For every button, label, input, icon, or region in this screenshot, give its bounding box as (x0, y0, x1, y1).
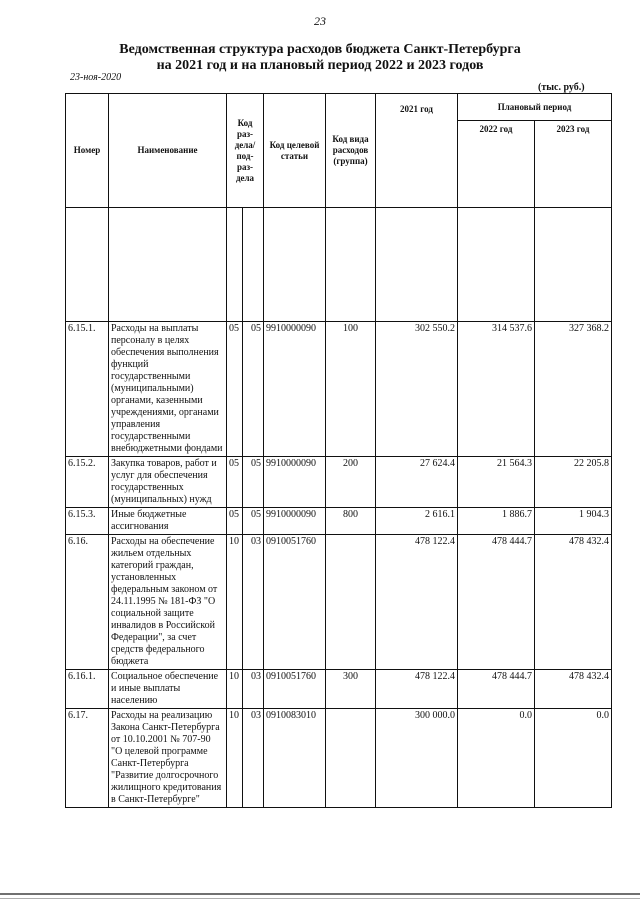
row-target: 0910051760 (264, 535, 326, 670)
row-name: Социальное обеспечение и иные выплаты населению (109, 670, 227, 709)
row-2023: 1 904.3 (535, 508, 612, 535)
header-number: Номер (66, 94, 109, 208)
row-2023: 0.0 (535, 709, 612, 808)
row-subsection: 03 (243, 709, 264, 808)
header-target: Код целевой статьи (264, 94, 326, 208)
row-group (326, 535, 376, 670)
row-number: 6.15.1. (66, 322, 109, 457)
row-target: 9910000090 (264, 508, 326, 535)
row-subsection: 05 (243, 457, 264, 508)
row-2023: 22 205.8 (535, 457, 612, 508)
row-subsection: 03 (243, 670, 264, 709)
row-target: 9910000090 (264, 322, 326, 457)
document-date: 23-ноя-2020 (70, 72, 122, 83)
row-2022: 21 564.3 (458, 457, 535, 508)
row-2021: 478 122.4 (376, 535, 458, 670)
budget-table (65, 93, 612, 808)
table-row (66, 322, 612, 457)
scan-artifact-line (0, 893, 640, 895)
row-2022: 0.0 (458, 709, 535, 808)
row-subsection: 05 (243, 508, 264, 535)
row-number: 6.16. (66, 535, 109, 670)
header-2022: 2022 год (458, 121, 535, 208)
row-section: 10 (227, 670, 243, 709)
row-name: Расходы на обеспечение жильем отдельных категорий граждан, установленных федеральным законом от 24.11.1995 № 181-ФЗ "О социальной защите инвалидов в Российской Федерации", за счет средств федерального бюджета (109, 535, 227, 670)
row-number: 6.17. (66, 709, 109, 808)
row-section: 05 (227, 457, 243, 508)
row-section: 05 (227, 508, 243, 535)
document-title (0, 42, 640, 74)
row-name: Закупка товаров, работ и услуг для обеспечения государственных (муниципальных) нужд (109, 457, 227, 508)
row-group: 100 (326, 322, 376, 457)
row-2021: 302 550.2 (376, 322, 458, 457)
row-subsection: 03 (243, 535, 264, 670)
row-2022: 1 886.7 (458, 508, 535, 535)
row-group: 200 (326, 457, 376, 508)
row-name: Расходы на выплаты персоналу в целях обеспечения выполнения функций государственными (муниципальными) органами, казенными учреждениями, органами управления государственными внебюджетными фондами (109, 322, 227, 457)
row-group: 800 (326, 508, 376, 535)
row-2021: 27 624.4 (376, 457, 458, 508)
table-header (66, 94, 612, 208)
row-subsection: 05 (243, 322, 264, 457)
page-number: 23 (314, 14, 326, 28)
header-planned-period: Плановый период (458, 94, 612, 121)
row-2022: 314 537.6 (458, 322, 535, 457)
header-2021: 2021 год (376, 94, 458, 208)
table-row (66, 535, 612, 670)
row-2021: 2 616.1 (376, 508, 458, 535)
row-target: 0910051760 (264, 670, 326, 709)
row-2022: 478 444.7 (458, 535, 535, 670)
table-row (66, 670, 612, 709)
table-row (66, 508, 612, 535)
table-row (66, 709, 612, 808)
row-section: 10 (227, 709, 243, 808)
row-2023: 478 432.4 (535, 535, 612, 670)
row-section: 10 (227, 535, 243, 670)
row-target: 9910000090 (264, 457, 326, 508)
spacer-row (66, 208, 612, 322)
header-group: Код вида расходов (группа) (326, 94, 376, 208)
row-number: 6.15.2. (66, 457, 109, 508)
row-section: 05 (227, 322, 243, 457)
header-section: Код раз-дела/ под-раз-дела (227, 94, 264, 208)
scan-artifact-line (0, 898, 640, 899)
row-number: 6.15.3. (66, 508, 109, 535)
title-line-1: Ведомственная структура расходов бюджета Санкт-Петербурга (119, 42, 521, 57)
row-2021: 300 000.0 (376, 709, 458, 808)
row-target: 0910083010 (264, 709, 326, 808)
table-row (66, 457, 612, 508)
row-2023: 327 368.2 (535, 322, 612, 457)
row-2023: 478 432.4 (535, 670, 612, 709)
row-2022: 478 444.7 (458, 670, 535, 709)
row-name: Иные бюджетные ассигнования (109, 508, 227, 535)
title-line-2: на 2021 год и на плановый период 2022 и 2023 годов (156, 58, 484, 73)
header-2023: 2023 год (535, 121, 612, 208)
row-name: Расходы на реализацию Закона Санкт-Петербурга от 10.10.2001 № 707-90 "О целевой программе Санкт-Петербурга "Развитие долгосрочного жилищного кредитования в Санкт-Петербурге" (109, 709, 227, 808)
header-name: Наименование (109, 94, 227, 208)
units-label: (тыс. руб.) (538, 82, 585, 93)
row-number: 6.16.1. (66, 670, 109, 709)
row-group (326, 709, 376, 808)
row-group: 300 (326, 670, 376, 709)
row-2021: 478 122.4 (376, 670, 458, 709)
